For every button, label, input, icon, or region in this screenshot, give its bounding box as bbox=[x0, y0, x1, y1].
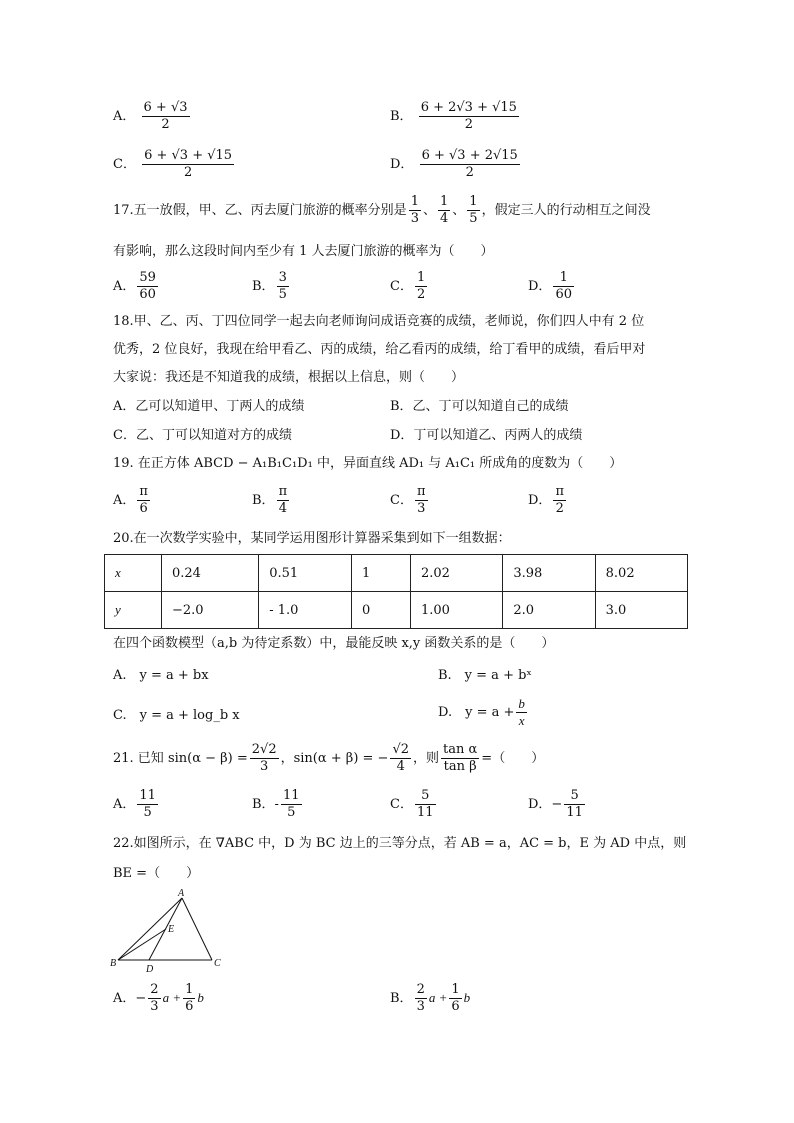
numerator: 3 bbox=[278, 270, 287, 285]
term: a + bbox=[428, 990, 448, 1005]
table-cell: 1 bbox=[351, 555, 410, 592]
term: b bbox=[463, 990, 471, 1005]
q17-option-d bbox=[528, 270, 576, 303]
stem-text: ，则 bbox=[413, 751, 440, 766]
option-label: A．− bbox=[113, 991, 147, 1006]
denominator: 3 bbox=[150, 999, 159, 1014]
denominator: 3 bbox=[410, 211, 419, 226]
separator: 、 bbox=[422, 203, 436, 218]
numerator: π bbox=[416, 484, 426, 499]
denominator: tan β bbox=[443, 759, 477, 774]
edge-be bbox=[118, 929, 166, 960]
numerator: 1 bbox=[410, 194, 419, 209]
q17-stem-line2: 有影响，那么这段时间内至少有 1 人去厦门旅游的概率为（ ） bbox=[113, 244, 494, 259]
table-cell: 3.0 bbox=[595, 592, 687, 629]
denominator: 60 bbox=[555, 287, 572, 302]
q16-option-d bbox=[390, 148, 522, 181]
q21-option-d bbox=[528, 788, 587, 821]
q17-option-c bbox=[390, 270, 429, 303]
denominator: 6 bbox=[185, 999, 194, 1014]
denominator: 5 bbox=[287, 805, 296, 820]
denominator: 2 bbox=[465, 165, 474, 180]
table-cell: 3.98 bbox=[503, 555, 595, 592]
table-row bbox=[105, 592, 688, 629]
term: b bbox=[197, 990, 204, 1005]
option-label: A． bbox=[113, 109, 136, 124]
data-table bbox=[104, 554, 688, 629]
numerator: 1 bbox=[553, 270, 574, 287]
stem-text: ，sin(α + β) = − bbox=[280, 751, 389, 766]
fraction bbox=[449, 982, 461, 1015]
denominator: 11 bbox=[566, 805, 583, 820]
option-label: B．- bbox=[252, 797, 279, 812]
denominator: 11 bbox=[416, 805, 434, 820]
q18-option-d: D．丁可以知道乙、丙两人的成绩 bbox=[390, 428, 583, 443]
fraction bbox=[419, 100, 519, 133]
fraction bbox=[250, 742, 279, 775]
fraction bbox=[516, 696, 527, 729]
fraction bbox=[415, 982, 427, 1015]
numerator: 6 + √3 + 2√15 bbox=[421, 148, 518, 163]
denominator: 4 bbox=[439, 211, 449, 226]
numerator: 1 bbox=[439, 194, 449, 209]
numerator: 2√2 bbox=[251, 742, 277, 757]
q16-option-b bbox=[390, 100, 521, 133]
fraction bbox=[183, 982, 195, 1015]
q18-option-c: C．乙、丁可以知道对方的成绩 bbox=[113, 428, 292, 443]
fraction bbox=[277, 270, 289, 303]
label-a: A bbox=[178, 888, 185, 899]
stem-text: =（ ） bbox=[481, 751, 545, 766]
option-label: C． bbox=[113, 157, 136, 172]
denominator: 2 bbox=[183, 165, 193, 180]
denominator: 4 bbox=[396, 759, 405, 774]
fraction bbox=[390, 742, 411, 775]
numerator: 1 bbox=[469, 194, 478, 209]
fraction bbox=[137, 484, 150, 517]
q20-followup: 在四个函数模型（a,b 为待定系数）中，最能反映 x,y 函数关系的是（ ） bbox=[113, 636, 555, 651]
stem-text: 17.五一放假，甲、乙、丙去厦门旅游的概率分别是 bbox=[113, 203, 407, 218]
q22-stem-line2: BE =（ ） bbox=[113, 866, 200, 881]
denominator: 6 bbox=[451, 999, 460, 1014]
q17-option-a bbox=[113, 270, 160, 303]
fraction bbox=[137, 270, 158, 303]
q19-option-a bbox=[113, 484, 152, 517]
option-label: D. y = a + bbox=[438, 705, 515, 720]
fraction bbox=[415, 484, 428, 517]
denominator: 3 bbox=[416, 999, 425, 1014]
q17-option-b bbox=[252, 270, 291, 303]
q22-option-b bbox=[390, 982, 470, 1015]
table-cell: 2.02 bbox=[410, 555, 502, 592]
q21-option-a bbox=[113, 788, 160, 821]
q18-stem-line1: 18.甲、乙、丙、丁四位同学一起去向老师询问成语竞赛的成绩，老师说，你们四人中有 2 位 bbox=[113, 314, 645, 329]
table-cell: - 1.0 bbox=[259, 592, 352, 629]
table-cell: 8.02 bbox=[595, 555, 687, 592]
table-row bbox=[105, 555, 688, 592]
denominator: x bbox=[518, 713, 525, 728]
fraction bbox=[564, 788, 585, 821]
table-cell: y bbox=[105, 592, 162, 629]
stem-text: ，假定三人的行动相互之间没 bbox=[481, 203, 651, 218]
option-label: B． bbox=[252, 493, 275, 508]
label-b: B bbox=[110, 958, 117, 969]
denominator: 4 bbox=[278, 501, 287, 516]
denominator: 2 bbox=[555, 501, 564, 516]
denominator: 3 bbox=[260, 759, 269, 774]
fraction bbox=[148, 982, 160, 1015]
q22-stem-line1: 22.如图所示，在 ∇ABC 中，D 为 BC 边上的三等分点，若 AB = a，AC = b，E 为 AD 中点，则 bbox=[113, 836, 687, 851]
denominator: 60 bbox=[139, 287, 156, 302]
q19-option-b bbox=[252, 484, 291, 517]
q16-option-c bbox=[113, 148, 236, 181]
fraction bbox=[553, 270, 574, 303]
fraction bbox=[415, 270, 427, 303]
numerator: 5 bbox=[415, 788, 436, 805]
q19-option-d bbox=[528, 484, 568, 517]
numerator: π bbox=[139, 484, 148, 499]
numerator: 1 bbox=[416, 270, 426, 285]
denominator: 5 bbox=[469, 211, 478, 226]
numerator: 11 bbox=[139, 788, 156, 803]
fraction bbox=[438, 194, 450, 227]
option-label: D． bbox=[390, 157, 414, 172]
q20-stem: 20.在一次数学实验中，某同学运用图形计算器采集到如下一组数据： bbox=[113, 531, 511, 546]
denominator: 5 bbox=[278, 287, 287, 302]
fraction bbox=[409, 194, 421, 227]
q18-stem-line3: 大家说：我还是不知道我的成绩，根据以上信息，则（ ） bbox=[113, 370, 465, 385]
numerator: 2 bbox=[150, 982, 159, 997]
option-label: C． bbox=[390, 493, 413, 508]
denominator: 2 bbox=[416, 287, 426, 302]
denominator: 6 bbox=[139, 501, 148, 516]
q21-option-b bbox=[252, 788, 304, 821]
q17-stem-line1 bbox=[113, 194, 651, 227]
fraction bbox=[441, 742, 479, 775]
option-label: D．− bbox=[528, 797, 563, 812]
q19-option-c bbox=[390, 484, 430, 517]
numerator: 6 + √3 + √15 bbox=[144, 148, 233, 163]
numerator: 6 + 2√3 + √15 bbox=[420, 100, 517, 115]
term: a + bbox=[162, 990, 182, 1005]
q18-option-b: B．乙、丁可以知道自己的成绩 bbox=[390, 399, 569, 414]
edge-ac bbox=[182, 898, 212, 960]
numerator: 11 bbox=[282, 788, 300, 803]
numerator: π bbox=[278, 484, 288, 499]
numerator: 59 bbox=[139, 270, 156, 285]
q21-option-c bbox=[390, 788, 438, 821]
q22-option-a bbox=[113, 982, 204, 1015]
numerator: 1 bbox=[185, 982, 194, 997]
option-label: D． bbox=[528, 493, 552, 508]
q18-option-a: A．乙可以知道甲、丁两人的成绩 bbox=[113, 399, 305, 414]
denominator: 2 bbox=[161, 117, 170, 132]
option-label: B． bbox=[390, 109, 413, 124]
table-cell: x bbox=[105, 555, 162, 592]
q20-option-a: A. y = a + bx bbox=[113, 668, 209, 683]
table-cell: 2.0 bbox=[503, 592, 595, 629]
numerator: tan α bbox=[443, 742, 478, 757]
fraction bbox=[281, 788, 302, 821]
numerator: 6 + √3 bbox=[143, 100, 188, 115]
fraction bbox=[142, 100, 190, 133]
label-e: E bbox=[168, 924, 175, 935]
q20-option-d bbox=[438, 696, 529, 729]
fraction bbox=[415, 788, 436, 821]
fraction bbox=[420, 148, 520, 181]
option-label: A． bbox=[113, 279, 136, 294]
q20-option-c: C. y = a + log_b x bbox=[113, 708, 240, 723]
separator: 、 bbox=[452, 203, 466, 218]
table-cell: 0.51 bbox=[259, 555, 352, 592]
q20-option-b: B. y = a + bˣ bbox=[438, 668, 532, 683]
option-label: D． bbox=[528, 279, 552, 294]
denominator: 5 bbox=[143, 805, 152, 820]
table-cell: 0 bbox=[351, 592, 410, 629]
fraction bbox=[137, 788, 158, 821]
option-label: B． bbox=[252, 279, 275, 294]
option-label: A． bbox=[113, 797, 136, 812]
q19-stem: 19. 在正方体 ABCD − A₁B₁C₁D₁ 中，异面直线 AD₁ 与 A₁C₁ 所成角的度数为（ ） bbox=[113, 456, 623, 471]
option-label: A． bbox=[113, 493, 136, 508]
denominator: 2 bbox=[464, 117, 473, 132]
numerator: π bbox=[555, 484, 564, 499]
table-cell: 0.24 bbox=[162, 555, 259, 592]
q18-stem-line2: 优秀，2 位良好，我现在给甲看乙、丙的成绩，给乙看丙的成绩，给丁看甲的成绩，看后甲对 bbox=[113, 342, 646, 357]
option-label: C． bbox=[390, 279, 413, 294]
option-label: C． bbox=[390, 797, 413, 812]
option-label: B． bbox=[390, 991, 413, 1006]
stem-text: 21. 已知 sin(α − β) = bbox=[113, 751, 248, 766]
denominator: 3 bbox=[417, 501, 426, 516]
numerator: 5 bbox=[564, 788, 585, 805]
table-cell: −2.0 bbox=[162, 592, 259, 629]
numerator: √2 bbox=[392, 742, 410, 757]
numerator: b bbox=[518, 696, 525, 711]
fraction bbox=[467, 194, 479, 227]
label-c: C bbox=[214, 958, 221, 969]
numerator: 2 bbox=[416, 982, 425, 997]
label-d: D bbox=[146, 964, 154, 974]
q16-option-a bbox=[113, 100, 192, 133]
numerator: 1 bbox=[451, 982, 460, 997]
fraction bbox=[277, 484, 290, 517]
fraction bbox=[553, 484, 566, 517]
table-cell: 1.00 bbox=[410, 592, 502, 629]
fraction bbox=[142, 148, 234, 181]
triangle-figure bbox=[110, 888, 230, 974]
q21-stem bbox=[113, 742, 544, 775]
